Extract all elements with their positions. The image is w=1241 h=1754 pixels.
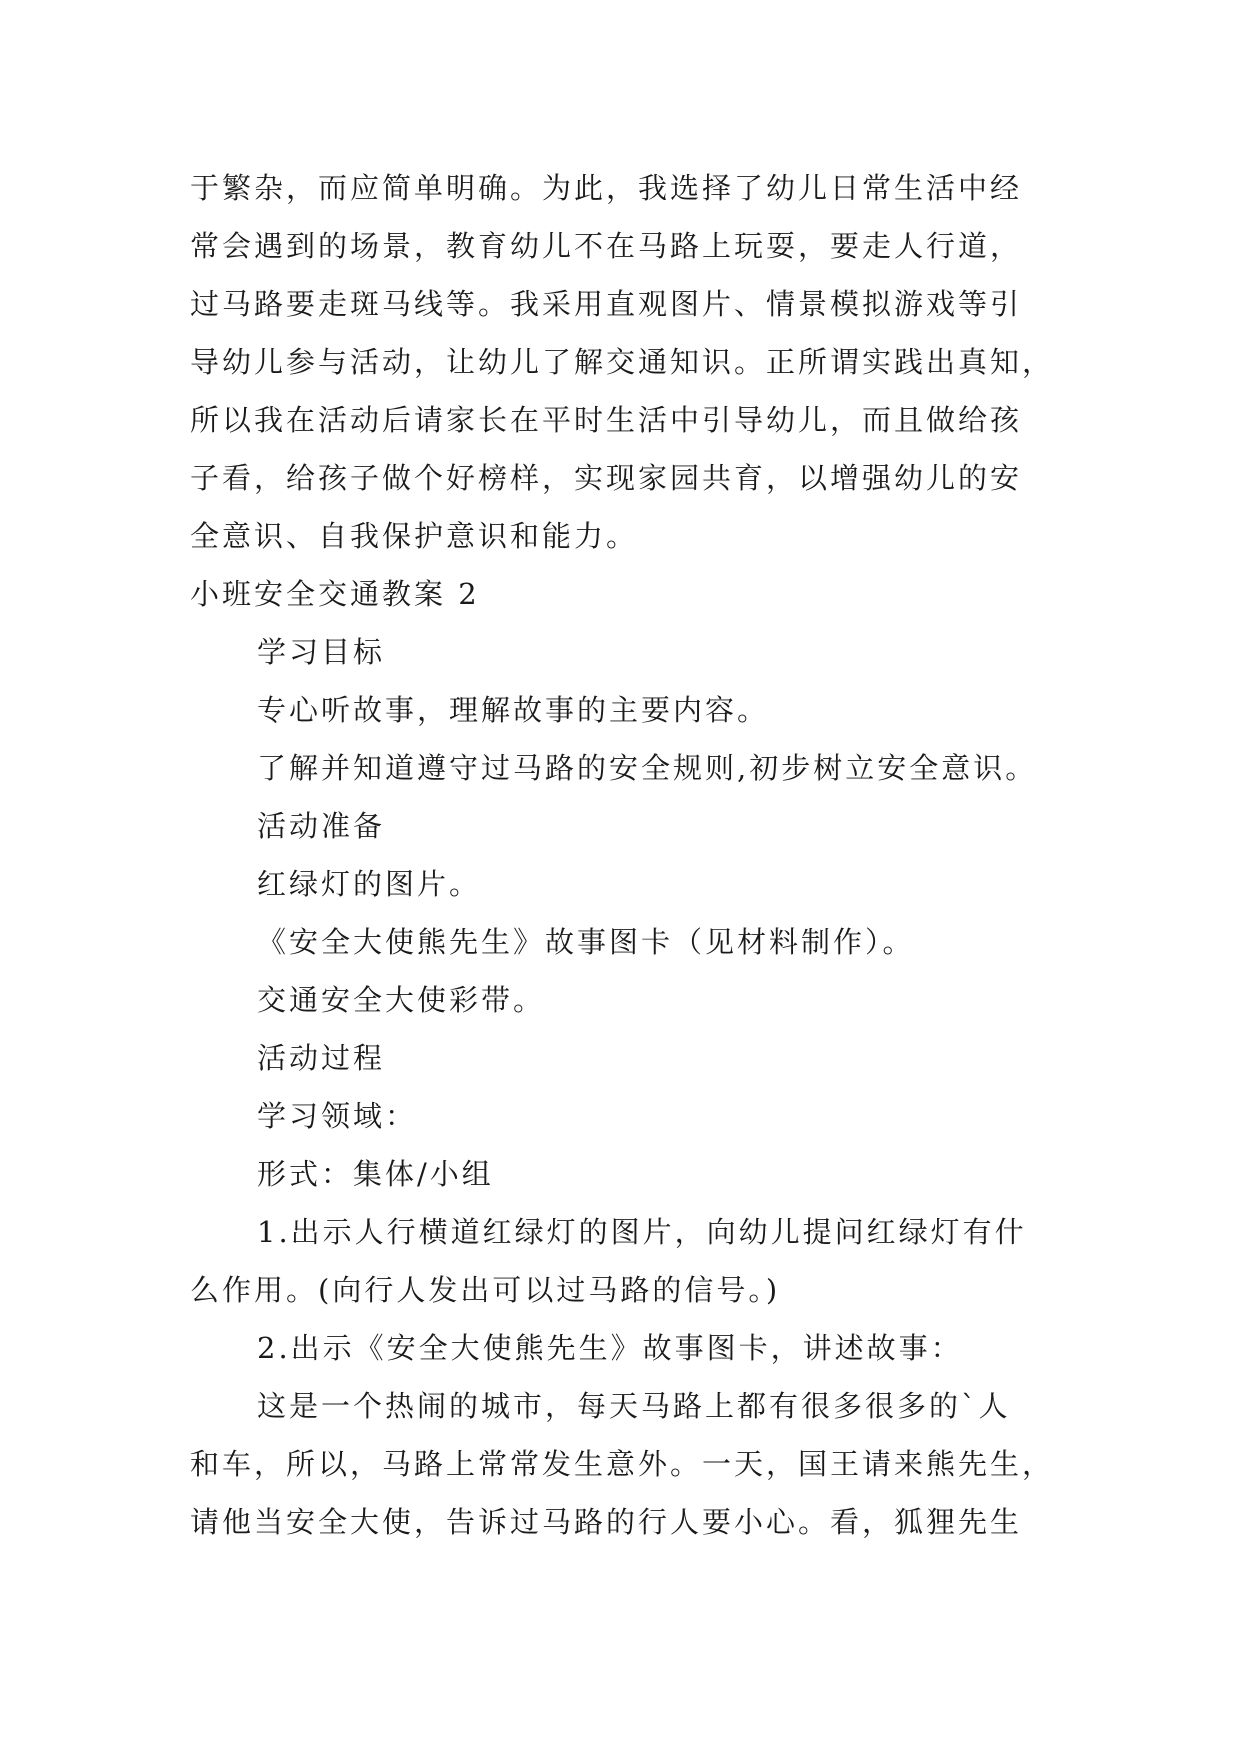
paragraph-line: 常会遇到的场景，教育幼儿不在马路上玩耍，要走人行道， — [190, 229, 1023, 263]
paragraph-line: 过马路要走斑马线等。我采用直观图片、情景模拟游戏等引 — [190, 287, 1023, 321]
heading-process: 活动过程 — [257, 1041, 386, 1075]
paragraph-line: 了解并知道遵守过马路的安全规则,初步树立安全意识。 — [257, 751, 1038, 785]
paragraph-line: 专心听故事，理解故事的主要内容。 — [257, 693, 770, 727]
paragraph-line: 这是一个热闹的城市，每天马路上都有很多很多的`人 — [257, 1389, 1011, 1423]
paragraph-line: 2.出示《安全大使熊先生》故事图卡，讲述故事： — [257, 1331, 963, 1365]
paragraph-line: 导幼儿参与活动，让幼儿了解交通知识。正所谓实践出真知， — [190, 345, 1055, 379]
paragraph-line: 1.出示人行横道红绿灯的图片，向幼儿提问红绿灯有什 — [257, 1215, 1027, 1249]
paragraph-line: 交通安全大使彩带。 — [257, 983, 546, 1017]
section-title: 小班安全交通教案 2 — [190, 577, 480, 611]
paragraph-line: 形式：集体/小组 — [257, 1157, 494, 1191]
paragraph-line: 红绿灯的图片。 — [257, 867, 482, 901]
heading-learning-goals: 学习目标 — [257, 635, 386, 669]
heading-preparation: 活动准备 — [257, 809, 386, 843]
paragraph-line: 全意识、自我保护意识和能力。 — [190, 519, 639, 553]
paragraph-line: 么作用。(向行人发出可以过马路的信号。) — [190, 1273, 781, 1307]
paragraph-line: 请他当安全大使，告诉过马路的行人要小心。看，狐狸先生 — [190, 1505, 1023, 1539]
paragraph-line: 所以我在活动后请家长在平时生活中引导幼儿，而且做给孩 — [190, 403, 1023, 437]
paragraph-line: 《安全大使熊先生》故事图卡（见材料制作）。 — [257, 925, 915, 959]
paragraph-line: 子看，给孩子做个好榜样，实现家园共育，以增强幼儿的安 — [190, 461, 1023, 495]
paragraph-line: 于繁杂，而应简单明确。为此，我选择了幼儿日常生活中经 — [190, 171, 1023, 205]
paragraph-line: 和车，所以，马路上常常发生意外。一天，国王请来熊先生， — [190, 1447, 1055, 1481]
paragraph-line: 学习领域： — [257, 1099, 418, 1133]
